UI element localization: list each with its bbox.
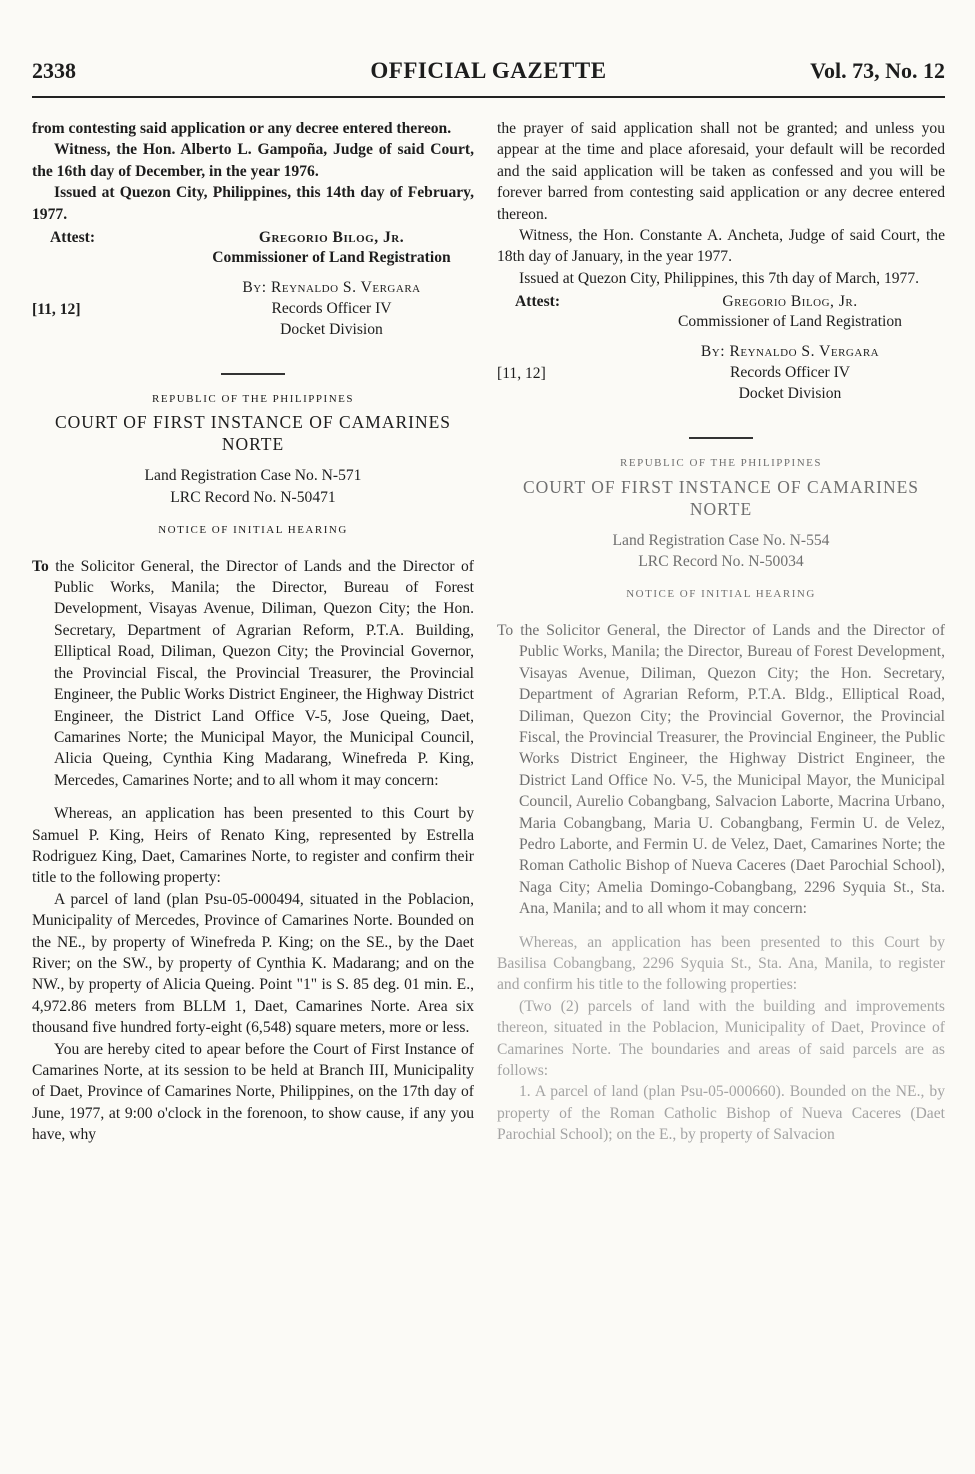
left-witness-paragraph: Witness, the Hon. Alberto L. Gampoña, Judge of said Court, the 16th day of December, in the year 1976.	[32, 141, 474, 180]
right-officer-title: Records Officer IV	[729, 364, 851, 382]
right-notice-heading: NOTICE OF INITIAL HEARING	[626, 588, 816, 601]
left-officer-title: Records Officer IV	[271, 300, 392, 318]
left-signature-block	[32, 227, 474, 359]
page-number: 2338	[32, 58, 76, 83]
right-lrc-record: LRC Record No. N-50034	[638, 553, 804, 571]
right-addressees: To the Solicitor General, the Director of Lands and the Director of Public Works, Manila; the Director, Bureau of Forest Development, Visayas Avenue, Diliman, Quezon City; the Hon. Secretary, Department of Agrarian Reform, P.T.A. Bldg., Elliptical Road, Diliman, Quezon City; the Provincial Governor, the Provincial Fiscal, the Provincial Treasurer, the Provincial Engineer, the Public Works District Engineer, the Highway District Engineer, the District Land Office No. V-5, the Municipal Mayor, the Municipal Council, Aurelio Cobangbang, Salvacion Laborte, Macrina Urbano, Maria Cobangbang, Maria U. Cobangbang, Fermin U. de Velez, Pedro Laborte, and Fermin U. de Velez, Daet, Camarines Norte; the Roman Catholic Bishop of Nueva Caceres (Daet Parochial School), Naga City; Amelia Domingo-Cobangbang, 2296 Syquia St., Sta. Ana, Manila; and to all whom it may concern:	[497, 621, 945, 918]
right-whereas-paragraph: Whereas, an application has been presented to this Court by Basilisa Cobangbang, 2296 Syquia St., Sta. Ana, Manila, to register and confirm his title to the following properties:	[497, 933, 945, 994]
right-division: Docket Division	[738, 385, 842, 403]
right-signature-block	[497, 291, 945, 423]
left-cited-paragraph: You are hereby cited to apear before the Court of First Instance of Camarines Norte, at its session to be held at Branch III, Municipality of Daet, Province of Camarines Norte, Philippines, on the 17th day of June, 1977, at 9:00 o'clock in the forenoon, to show cause, if any you have, why	[32, 1040, 474, 1144]
left-column	[32, 118, 474, 1146]
right-paragraph-1: the prayer of said application shall not be granted; and unless you appear at the time and place aforesaid, your default will be recorded and the said application will be taken as confessed and you will be forever barred from contesting said application or any decree entered thereon.	[497, 120, 945, 223]
left-notice-heading: NOTICE OF INITIAL HEARING	[158, 524, 348, 537]
right-case-number: Land Registration Case No. N-554	[612, 531, 830, 549]
left-by-line: By: Reynaldo S. Vergara	[242, 279, 421, 297]
right-court-heading: COURT OF FIRST INSTANCE OF CAMARINES NORTE	[522, 476, 920, 519]
right-by-line: By: Reynaldo S. Vergara	[700, 343, 880, 361]
left-issued-paragraph: Issued at Quezon City, Philippines, this 14th day of February, 1977.	[32, 184, 474, 223]
left-court-heading: COURT OF FIRST INSTANCE OF CAMARINES NORTE	[54, 412, 452, 455]
left-commissioner-name: Gregorio Bilog, Jr.	[258, 229, 405, 247]
left-addressees-text: the Solicitor General, the Director of Lands and the Director of Public Works, Manila; the Director, Bureau of Forest Development, Visayas Avenue, Diliman, Quezon City; the Hon. Secretary, Department of Agrarian Reform, P.T.A. Building, Elliptical Road, Diliman, Quezon City; the Provincial Governor, the Provincial Fiscal, the Provincial Treasurer, the Provincial Engineer, the Public Works District Engineer, the Highway District Engineer, the District Land Office V-5, Jose Queing, Daet, Camarines Norte; the Municipal Mayor, the Municipal Council, Alicia Queing, Cynthia King Madarang, Winefreda P. King, Mercedes, Camarines Norte; and to all whom it may concern:	[54, 557, 474, 789]
left-commissioner-title: Commissioner of Land Registration	[212, 249, 451, 267]
left-section-divider	[221, 373, 285, 375]
right-issued-paragraph: Issued at Quezon City, Philippines, this 7th day of March, 1977.	[519, 269, 920, 287]
right-commissioner-name: Gregorio Bilog, Jr.	[722, 293, 858, 311]
right-issue-ref: [11, 12]	[497, 365, 546, 383]
left-attest-label: Attest:	[50, 229, 96, 247]
left-republic-heading: REPUBLIC OF THE PHILIPPINES	[152, 393, 354, 406]
page-header	[32, 58, 945, 90]
publication-title: OFFICIAL GAZETTE	[370, 58, 607, 83]
right-republic-heading: REPUBLIC OF THE PHILIPPINES	[620, 457, 822, 470]
left-paragraph-1: from contesting said application or any decree entered thereon.	[32, 120, 452, 137]
left-to-lead: To	[32, 557, 49, 575]
right-section-divider	[689, 437, 753, 439]
left-whereas-paragraph: Whereas, an application has been presented to this Court by Samuel P. King, Heirs of Renato King, represented by Estrella Rodriguez King, Daet, Camarines Norte, to register and confirm their title to the following property:	[32, 805, 474, 887]
right-witness-paragraph: Witness, the Hon. Constante A. Ancheta, Judge of said Court, the 18th day of January, in the year 1977.	[497, 227, 945, 266]
left-division: Docket Division	[280, 321, 383, 339]
volume-number: Vol. 73, No. 12	[810, 58, 945, 83]
left-lrc-record: LRC Record No. N-50471	[170, 488, 336, 506]
right-parcel-1-paragraph: 1. A parcel of land (plan Psu-05-000660). Bounded on the NE., by property of the Roman Catholic Bishop of Nueva Caceres (Daet Parochial School); on the E., by property of Salvacion	[497, 1083, 945, 1144]
left-addressees	[32, 556, 474, 791]
right-attest-label: Attest:	[515, 293, 561, 311]
right-commissioner-title: Commissioner of Land Registration	[678, 313, 902, 331]
header-rule	[32, 96, 945, 98]
right-column	[497, 118, 945, 1146]
left-issue-ref: [11, 12]	[32, 301, 81, 319]
left-parcel-paragraph: A parcel of land (plan Psu-05-000494, situated in the Poblacion, Municipality of Mercedes, Province of Camarines Norte. Bounded on the NE., by property of Winefreda P. King; on the SE., by the Daet River; on the SW., by property of Cynthia K. Madarang; and on the NW., by property of Alicia Queing. Point "1" is S. 85 deg. 01 min. E., 4,972.86 meters from BLLM 1, Daet, Camarines Norte. Area six thousand five hundred forty-eight (6,548) square meters, more or less.	[32, 890, 474, 1037]
left-case-number: Land Registration Case No. N-571	[144, 467, 362, 485]
right-parcels-paragraph: (Two (2) parcels of land with the building and improvements thereon, situated in the Poblacion, Municipality of Daet, Province of Camarines Norte. The boundaries and areas of said parcels are as follows:	[497, 997, 945, 1079]
